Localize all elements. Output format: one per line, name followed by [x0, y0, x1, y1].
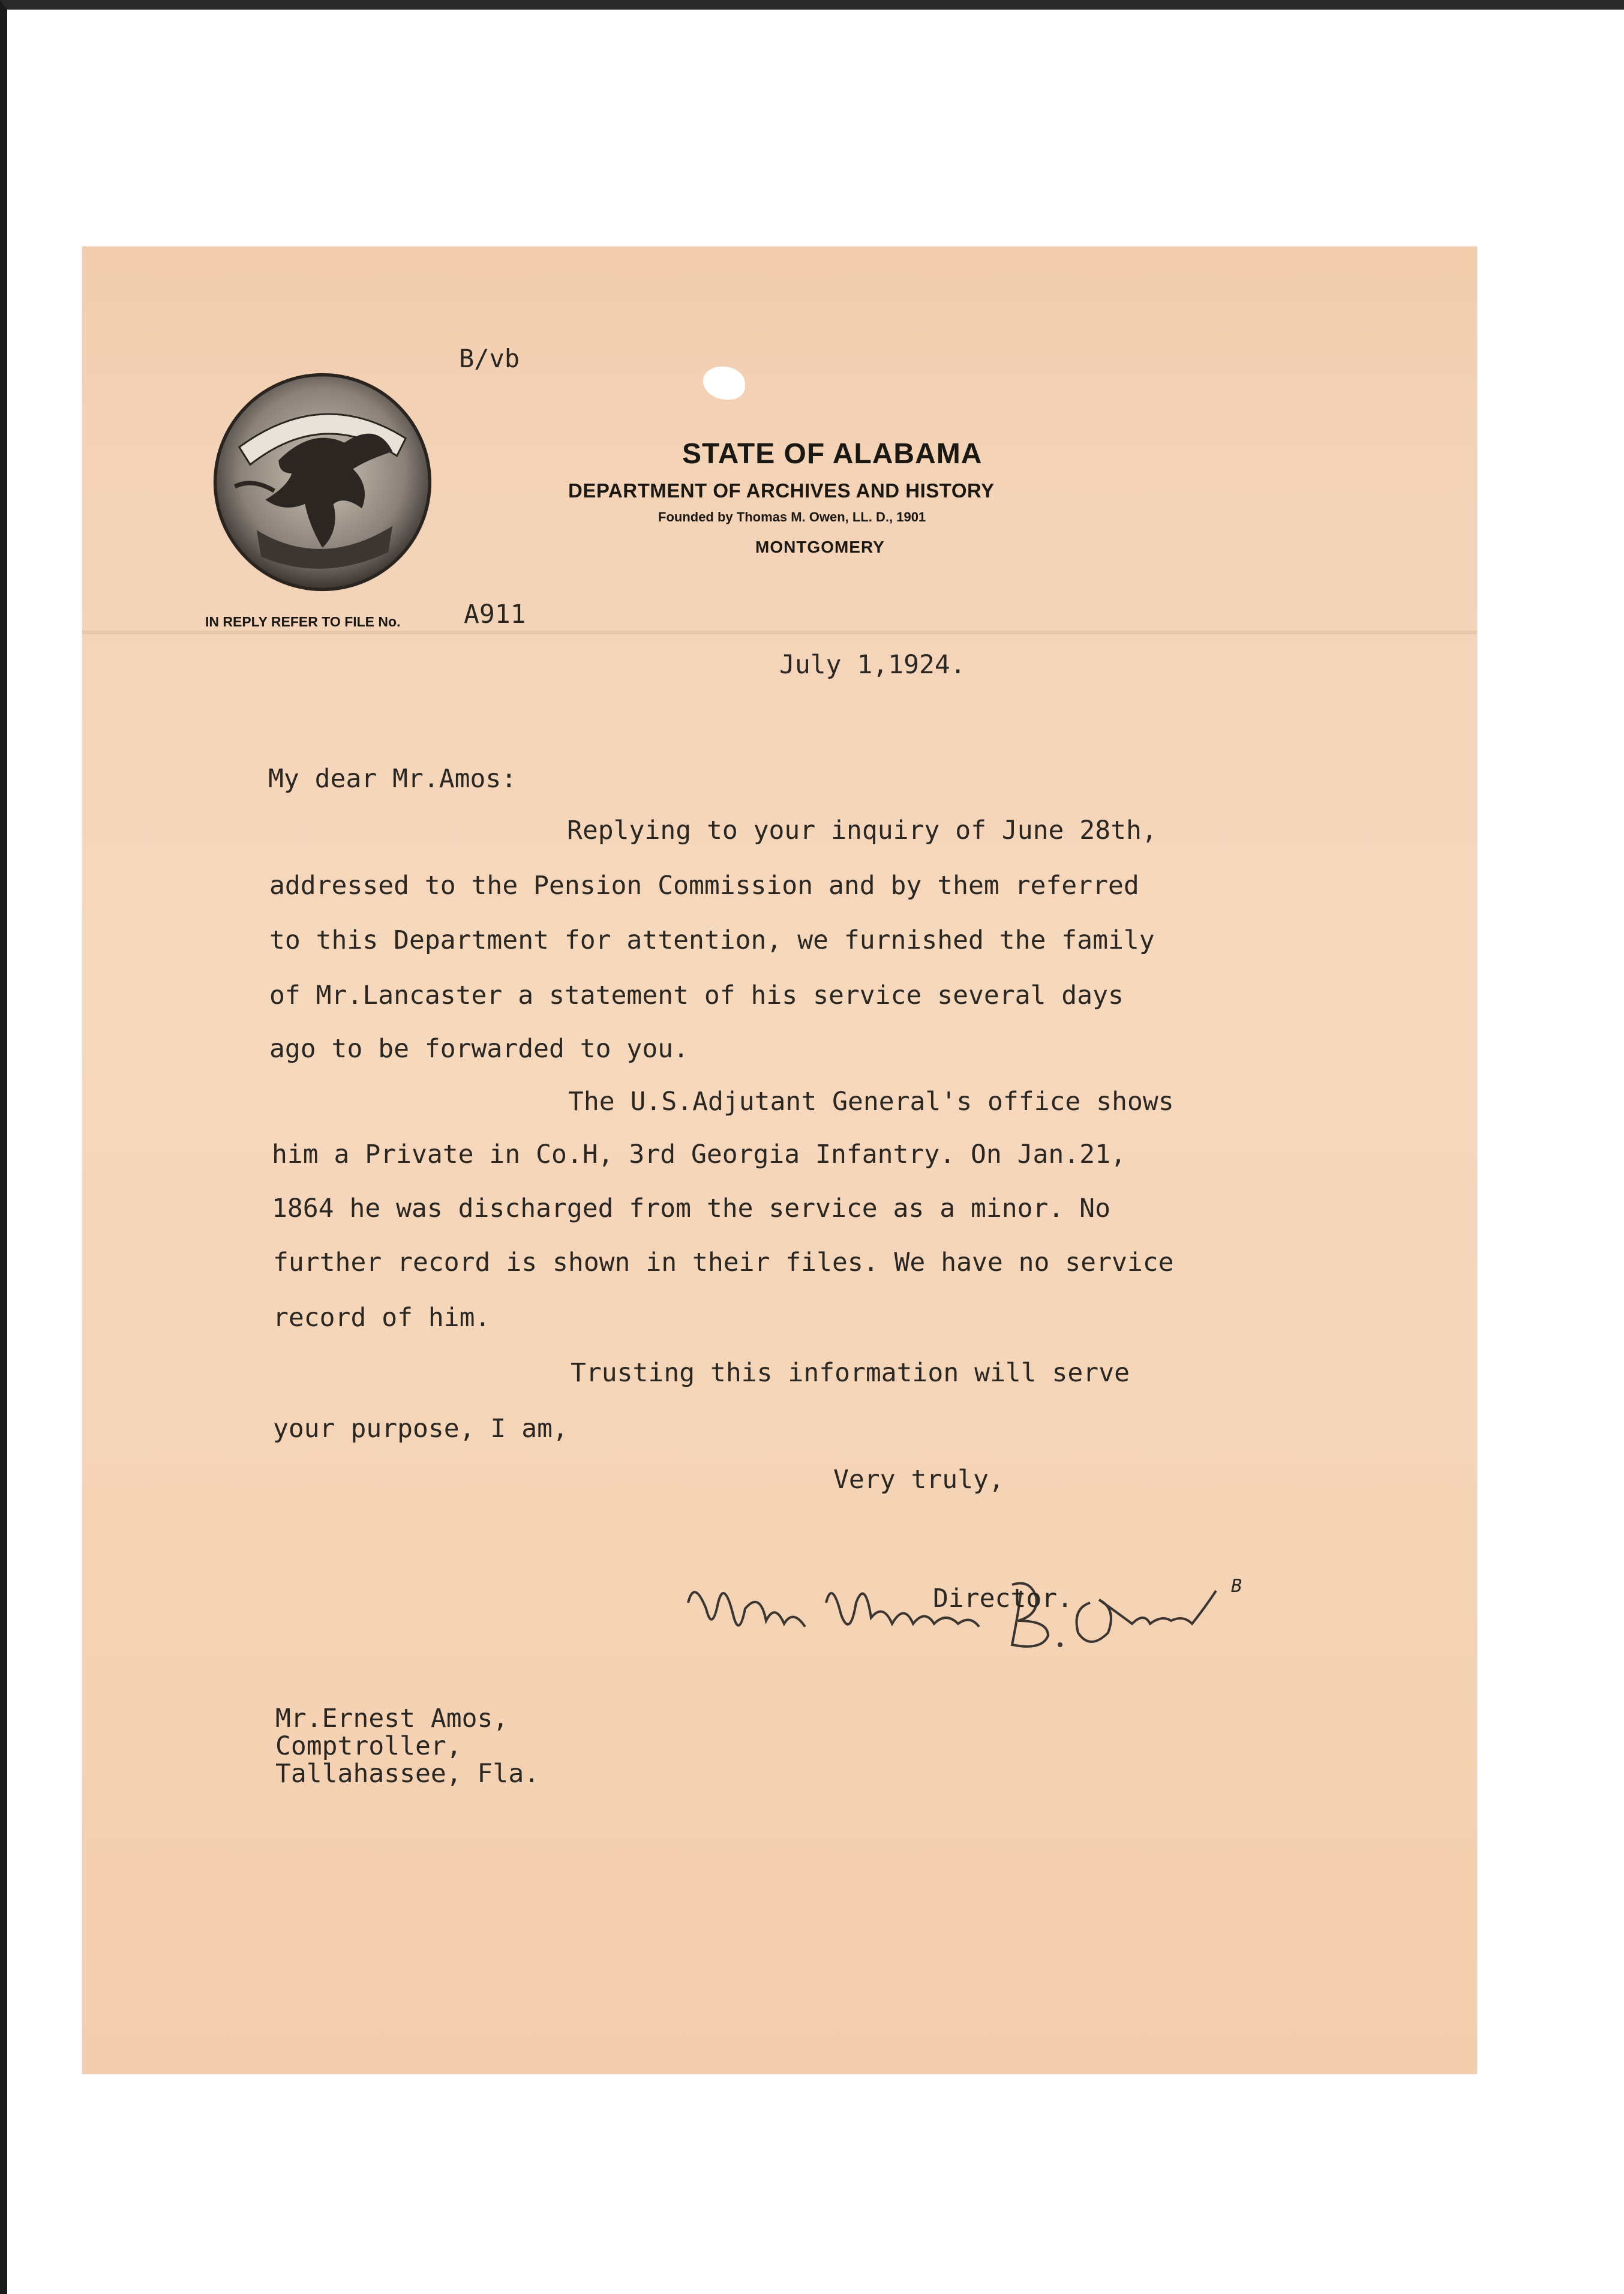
- letterhead-city: MONTGOMERY: [755, 538, 885, 556]
- letterhead-state: STATE OF ALABAMA: [682, 438, 983, 470]
- signer-title: Director.: [933, 1584, 1073, 1614]
- letter-date: July 1,1924.: [779, 650, 966, 680]
- file-reference-label: IN REPLY REFER TO FILE No.: [205, 614, 401, 629]
- closing: Very truly,: [833, 1465, 1004, 1495]
- body-line: Replying to your inquiry of June 28th,: [567, 815, 1157, 845]
- typist-initials: B/vb: [459, 344, 520, 373]
- body-line: of Mr.Lancaster a statement of his service several days: [269, 980, 1124, 1010]
- body-line: ago to be forwarded to you.: [269, 1034, 689, 1064]
- letterhead-founded: Founded by Thomas M. Owen, LL. D., 1901: [658, 509, 926, 524]
- letterhead-department: DEPARTMENT OF ARCHIVES AND HISTORY: [568, 479, 995, 502]
- letter-paper: [82, 247, 1477, 2074]
- salutation: My dear Mr.Amos:: [268, 764, 517, 794]
- file-number: A911: [464, 599, 526, 629]
- paper-fold: [82, 631, 1477, 634]
- addressee-line: Mr.Ernest Amos,: [275, 1704, 509, 1734]
- addressee-line: Comptroller,: [275, 1731, 462, 1761]
- addressee-line: Tallahassee, Fla.: [275, 1759, 540, 1789]
- body-line: further record is shown in their files. We have no service: [273, 1248, 1174, 1278]
- body-line: The U.S.Adjutant General's office shows: [568, 1087, 1174, 1117]
- paper-tear: [703, 367, 745, 400]
- body-line: him a Private in Co.H, 3rd Georgia Infantry. On Jan.21,: [272, 1139, 1126, 1170]
- body-line: your purpose, I am,: [273, 1414, 568, 1444]
- alabama-seal-logo: [213, 373, 432, 592]
- body-line: 1864 he was discharged from the service as a minor. No: [272, 1194, 1110, 1224]
- body-line: addressed to the Pension Commission and by them referred: [269, 871, 1139, 901]
- body-line: record of him.: [273, 1303, 491, 1333]
- handwritten-signature: [676, 1567, 1276, 1669]
- body-line: Trusting this information will serve: [571, 1358, 1130, 1388]
- signer-initial: B: [1231, 1576, 1242, 1597]
- body-line: to this Department for attention, we furnished the family: [269, 925, 1155, 955]
